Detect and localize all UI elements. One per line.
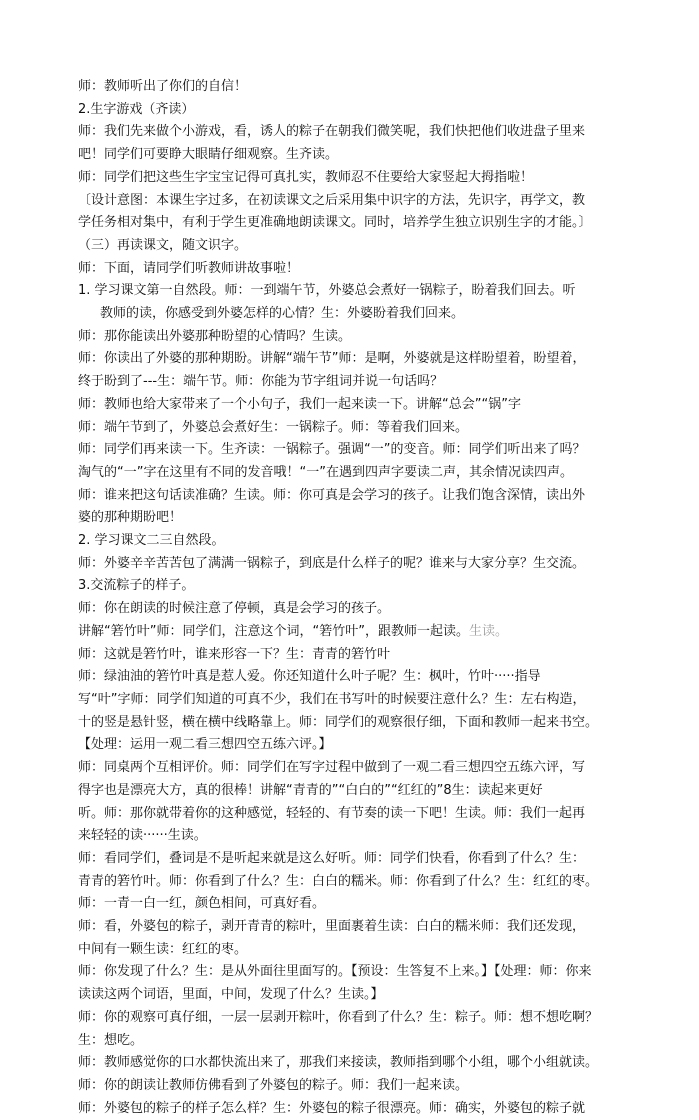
document-body bbox=[78, 76, 634, 1120]
text-line bbox=[78, 144, 634, 167]
text-line-content: 师：看同学们，叠词是不是听起来就是这么好听。师：同学们快看，你看到了什么？生： bbox=[78, 850, 586, 866]
text-line bbox=[78, 734, 634, 757]
text-line-content: 【处理：运用一观二看三想四空五练六评。】 bbox=[78, 737, 332, 753]
text-line-content: 2.生字游戏（齐读） bbox=[78, 101, 195, 117]
text-line bbox=[78, 1030, 634, 1053]
text-line-content: 生：想吃。 bbox=[78, 1032, 144, 1048]
text-line bbox=[78, 76, 634, 99]
text-line-content: 来轻轻的读······生读。 bbox=[78, 828, 207, 844]
text-line-content: 师：这就是箬竹叶，谁来形容一下？生：青青的箬竹叶 bbox=[78, 646, 391, 662]
text-line bbox=[78, 1007, 634, 1030]
text-line bbox=[78, 348, 634, 371]
text-line-content: 师：一青一白一红，颜色相间，可真好看。 bbox=[78, 896, 326, 912]
text-line bbox=[78, 212, 634, 235]
text-line-content: 终于盼到了---生：端午节。师：你能为节字组词并说一句话吗？ bbox=[78, 374, 444, 390]
text-line bbox=[78, 689, 634, 712]
text-line-content: 师：绿油油的箬竹叶真是惹人爱。你还知道什么叶子呢？生：枫叶，竹叶·····指导 bbox=[78, 669, 541, 685]
text-line-content: 听。师：那你就带着你的这种感觉，轻轻的、有节奏的读一下吧！生读。师：我们一起再 bbox=[78, 805, 586, 821]
text-line bbox=[78, 167, 634, 190]
text-line bbox=[78, 99, 634, 122]
text-line bbox=[78, 1075, 634, 1098]
text-line bbox=[78, 1052, 634, 1075]
text-line bbox=[78, 371, 634, 394]
text-line-content: 师：同学们再来读一下。生齐读：一锅粽子。强调“一”的变音。师：同学们听出来了吗？ bbox=[78, 442, 586, 458]
text-line-content: 师：端午节到了，外婆总会煮好生：一锅粽子。师：等着我们回来。 bbox=[78, 419, 469, 435]
text-line-content: 〔设计意图：本课生字过多，在初读课文之后采用集中识字的方法，先识字，再学文，教 bbox=[78, 192, 586, 208]
text-line-content: 师：看，外婆包的粽子，剥开青青的粽叶，里面裹着生读：白白的糯米师：我们还发现， bbox=[78, 919, 586, 935]
text-line-content: 学任务相对集中，有利于学生更准确地朗读课文。同时，培养学生独立识别生字的才能。〕 bbox=[78, 215, 592, 231]
text-line bbox=[78, 644, 634, 667]
text-line bbox=[78, 984, 634, 1007]
text-line bbox=[78, 485, 634, 508]
text-line bbox=[78, 417, 634, 440]
text-line bbox=[78, 121, 634, 144]
text-line bbox=[78, 893, 634, 916]
text-line-content: 师：你读出了外婆的那种期盼。讲解“端午节”师：是啊，外婆就是这样盼望着，盼望着， bbox=[78, 351, 586, 367]
text-line-content: 读读这两个词语，里面，中间，发现了什么？生读。】 bbox=[78, 987, 384, 1003]
text-line bbox=[78, 507, 634, 530]
text-line bbox=[78, 462, 634, 485]
text-line-content: 师：教师听出了你们的自信！ bbox=[78, 79, 248, 94]
text-line bbox=[78, 803, 634, 826]
text-line-content: 得字也是漂亮大方，真的很棒！讲解“青青的”“白白的”“红红的”8生：读起来更好 bbox=[78, 782, 543, 798]
text-line-content: 3.交流粽子的样子。 bbox=[78, 578, 195, 594]
text-line-content: 青青的箬竹叶。师：你看到了什么？生：白白的糯米。师：你看到了什么？生：红红的枣。 bbox=[78, 873, 599, 889]
text-line bbox=[78, 916, 634, 939]
text-line bbox=[78, 712, 634, 735]
text-line-content: 师：那你能读出外婆那种盼望的心情吗？生读。 bbox=[78, 328, 352, 344]
text-line bbox=[78, 825, 634, 848]
text-line-content: 师：教师感觉你的口水都快流出来了，那我们来接读，教师指到哪个小组，哪个小组就读。 bbox=[78, 1055, 599, 1071]
text-line bbox=[78, 1098, 634, 1120]
text-line-content: 1. 学习课文第一自然段。师：一到端午节，外婆总会煮好一锅粽子，盼着我们回去。听 bbox=[78, 283, 576, 299]
text-line bbox=[78, 326, 634, 349]
text-line bbox=[78, 666, 634, 689]
text-line-content: 师：教师也给大家带来了一个小句子，我们一起来读一下。讲解“总会”“锅”字 bbox=[78, 396, 521, 412]
text-line-content: 2. 学习课文二三自然段。 bbox=[78, 533, 225, 549]
text-line-content: 吧！同学们可要睁大眼睛仔细观察。生齐读。 bbox=[78, 147, 339, 163]
text-line bbox=[78, 598, 634, 621]
text-line bbox=[78, 575, 634, 598]
text-line bbox=[78, 848, 634, 871]
text-line-content: 师：外婆辛辛苦苦包了满满一锅粽子，到底是什么样子的呢？谁来与大家分享？生交流。 bbox=[78, 555, 586, 571]
text-line bbox=[78, 280, 634, 303]
text-line-content: 十的竖是悬针竖，横在横中线略靠上。师：同学们的观察很仔细，下面和教师一起来书空。 bbox=[78, 714, 599, 730]
text-line bbox=[78, 871, 634, 894]
text-line bbox=[78, 394, 634, 417]
text-line-content: 师：你的朗读让教师仿佛看到了外婆包的粽子。师：我们一起来读。 bbox=[78, 1077, 469, 1093]
text-line-content: 写“叶”字师：同学们知道的可真不少，我们在书写叶的时候要注意什么？生：左右构造， bbox=[78, 691, 586, 707]
text-line bbox=[78, 757, 634, 780]
text-line-content: 师：你在朗读的时候注意了停顿，真是会学习的孩子。 bbox=[78, 601, 391, 617]
text-line-content: 婆的那种期盼吧！ bbox=[78, 510, 183, 526]
text-line-content: 师：我们先来做个小游戏，看，诱人的粽子在朝我们微笑呢，我们快把他们收进盘子里来 bbox=[78, 124, 586, 140]
text-line bbox=[78, 258, 634, 281]
text-line bbox=[78, 621, 634, 644]
text-line-content: 淘气的“一”字在这里有不同的发音哦！“一”在遇到四声字要读二声，其余情况读四声。 bbox=[78, 464, 573, 480]
text-line-content: 中间有一颗生读：红红的枣。 bbox=[78, 941, 248, 957]
text-line bbox=[78, 530, 634, 553]
text-line bbox=[78, 939, 634, 962]
text-line bbox=[78, 190, 634, 213]
text-line bbox=[78, 439, 634, 462]
text-line-content: 师：同学们把这些生字宝宝记得可真扎实，教师忍不住要给大家竖起大拇指啦！ bbox=[78, 169, 534, 185]
text-line-content: 师：下面，请同学们听教师讲故事啦！ bbox=[78, 260, 300, 276]
text-line bbox=[78, 961, 634, 984]
text-line-content: 师：你发现了什么？生：是从外面往里面写的。【预设：生答复不上来。】【处理：师：你来 bbox=[78, 964, 592, 980]
text-line bbox=[78, 553, 634, 576]
text-line-content: 师：同桌两个互相评价。师：同学们在写字过程中做到了一观二看三想四空五练六评，写 bbox=[78, 760, 586, 776]
text-line-content: 师：外婆包的粽子的样子怎么样？生：外婆包的粽子很漂亮。师：确实，外婆包的粽子就 bbox=[78, 1100, 586, 1116]
text-line bbox=[78, 303, 634, 326]
text-line-content: 讲解“箬竹叶”师：同学们，注意这个词，“箬竹叶”，跟教师一起读。 bbox=[78, 623, 469, 639]
text-line-content: 师：谁来把这句话读准确？生读。师：你可真是会学习的孩子。让我们饱含深情，读出外 bbox=[78, 487, 586, 503]
text-line-content: （三）再读课文，随文识字。 bbox=[78, 237, 248, 253]
text-line-content: 师：你的观察可真仔细，一层一层剥开粽叶，你看到了什么？生：粽子。师：想不想吃啊？ bbox=[78, 1009, 599, 1025]
text-line bbox=[78, 780, 634, 803]
text-line-tail: 生读。 bbox=[468, 623, 508, 639]
text-line bbox=[78, 235, 634, 258]
text-line-content: 教师的读，你感受到外婆怎样的心情？生：外婆盼着我们回来。 bbox=[100, 306, 465, 322]
